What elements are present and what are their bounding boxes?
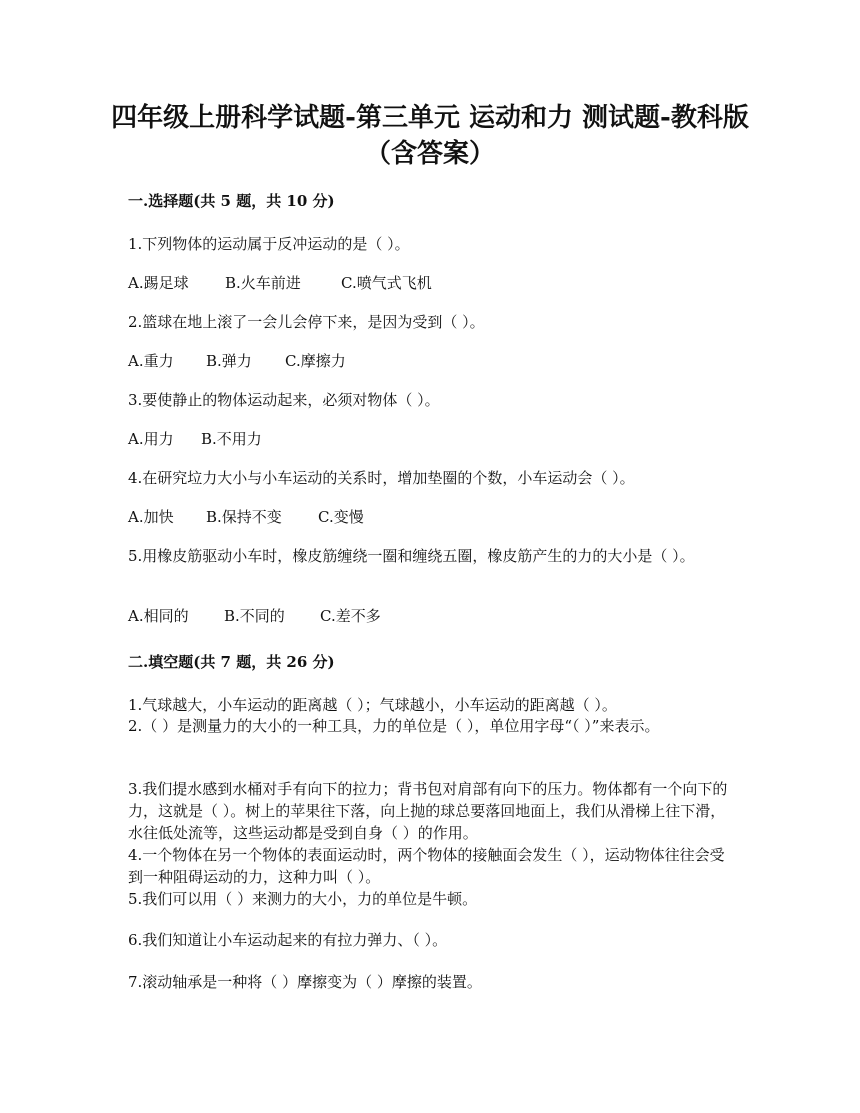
question-stem: 1.下列物体的运动属于反冲运动的是（ ）。 <box>128 235 410 253</box>
fill-item: 6.我们知道让小车运动起来的有拉力弹力、（ ）。 <box>128 931 448 949</box>
fill-item: 4.一个物体在另一个物体的表面运动时，两个物体的接触面会发生（ ），运动物体往往会受到一种阻碍运动的力，这种力叫（ ）。 <box>128 846 725 886</box>
option: C.喷气式飞机 <box>341 274 432 292</box>
fill-item: 3.我们提水感到水桶对手有向下的拉力；背书包对肩部有向下的压力。物体都有一个向下的力，这就是（ ）。树上的苹果往下落，向上抛的球总要落回地面上，我们从滑梯上往下滑，水往低处流等，这些运动都是受到自身（ ）的作用。 <box>128 780 728 842</box>
question-options <box>128 272 748 294</box>
option: A.相同的 <box>128 607 189 625</box>
question-stem: 4.在研究垃力大小与小车运动的关系时，增加垫圈的个数，小车运动会（ ）。 <box>128 469 635 487</box>
question-options <box>128 605 748 627</box>
question-options <box>128 506 748 528</box>
fill-item: 1.气球越大，小车运动的距离越（ ）；气球越小，小车运动的距离越（ ）。 <box>128 696 617 714</box>
option: C.变慢 <box>318 508 364 526</box>
option: B.不用力 <box>201 430 262 448</box>
section-heading-fill: 二.填空题(共 7 题，共 26 分) <box>128 653 335 671</box>
option: B.弹力 <box>206 352 252 370</box>
option: C.摩擦力 <box>285 352 346 370</box>
question-options <box>128 350 748 372</box>
option: B.火车前进 <box>225 274 301 292</box>
option: A.加快 <box>128 508 174 526</box>
fill-item: 5.我们可以用（ ）来测力的大小，力的单位是牛顿。 <box>128 890 478 908</box>
fill-item: 2.（ ）是测量力的大小的一种工具，力的单位是（ ），单位用字母“（ ）”来表示。 <box>128 717 660 735</box>
question-options <box>128 428 748 450</box>
document-title: 四年级上册科学试题-第三单元 运动和力 测试题-教科版（含答案） <box>111 103 749 169</box>
question-stem: 5.用橡皮筋驱动小车时，橡皮筋缠绕一圈和缠绕五圈，橡皮筋产生的力的大小是（ ）。 <box>128 547 695 565</box>
option: A.重力 <box>128 352 174 370</box>
question-stem: 2.篮球在地上滚了一会儿会停下来，是因为受到（ ）。 <box>128 313 485 331</box>
option: A.用力 <box>128 430 174 448</box>
option: B.保持不变 <box>206 508 282 526</box>
question-stem: 3.要使静止的物体运动起来，必须对物体（ ）。 <box>128 391 440 409</box>
section-heading-choice: 一.选择题(共 5 题，共 10 分) <box>128 192 335 210</box>
option: A.踢足球 <box>128 274 189 292</box>
fill-item: 7.滚动轴承是一种将（ ）摩擦变为（ ）摩擦的装置。 <box>128 973 482 991</box>
option: C.差不多 <box>320 607 381 625</box>
option: B.不同的 <box>224 607 285 625</box>
